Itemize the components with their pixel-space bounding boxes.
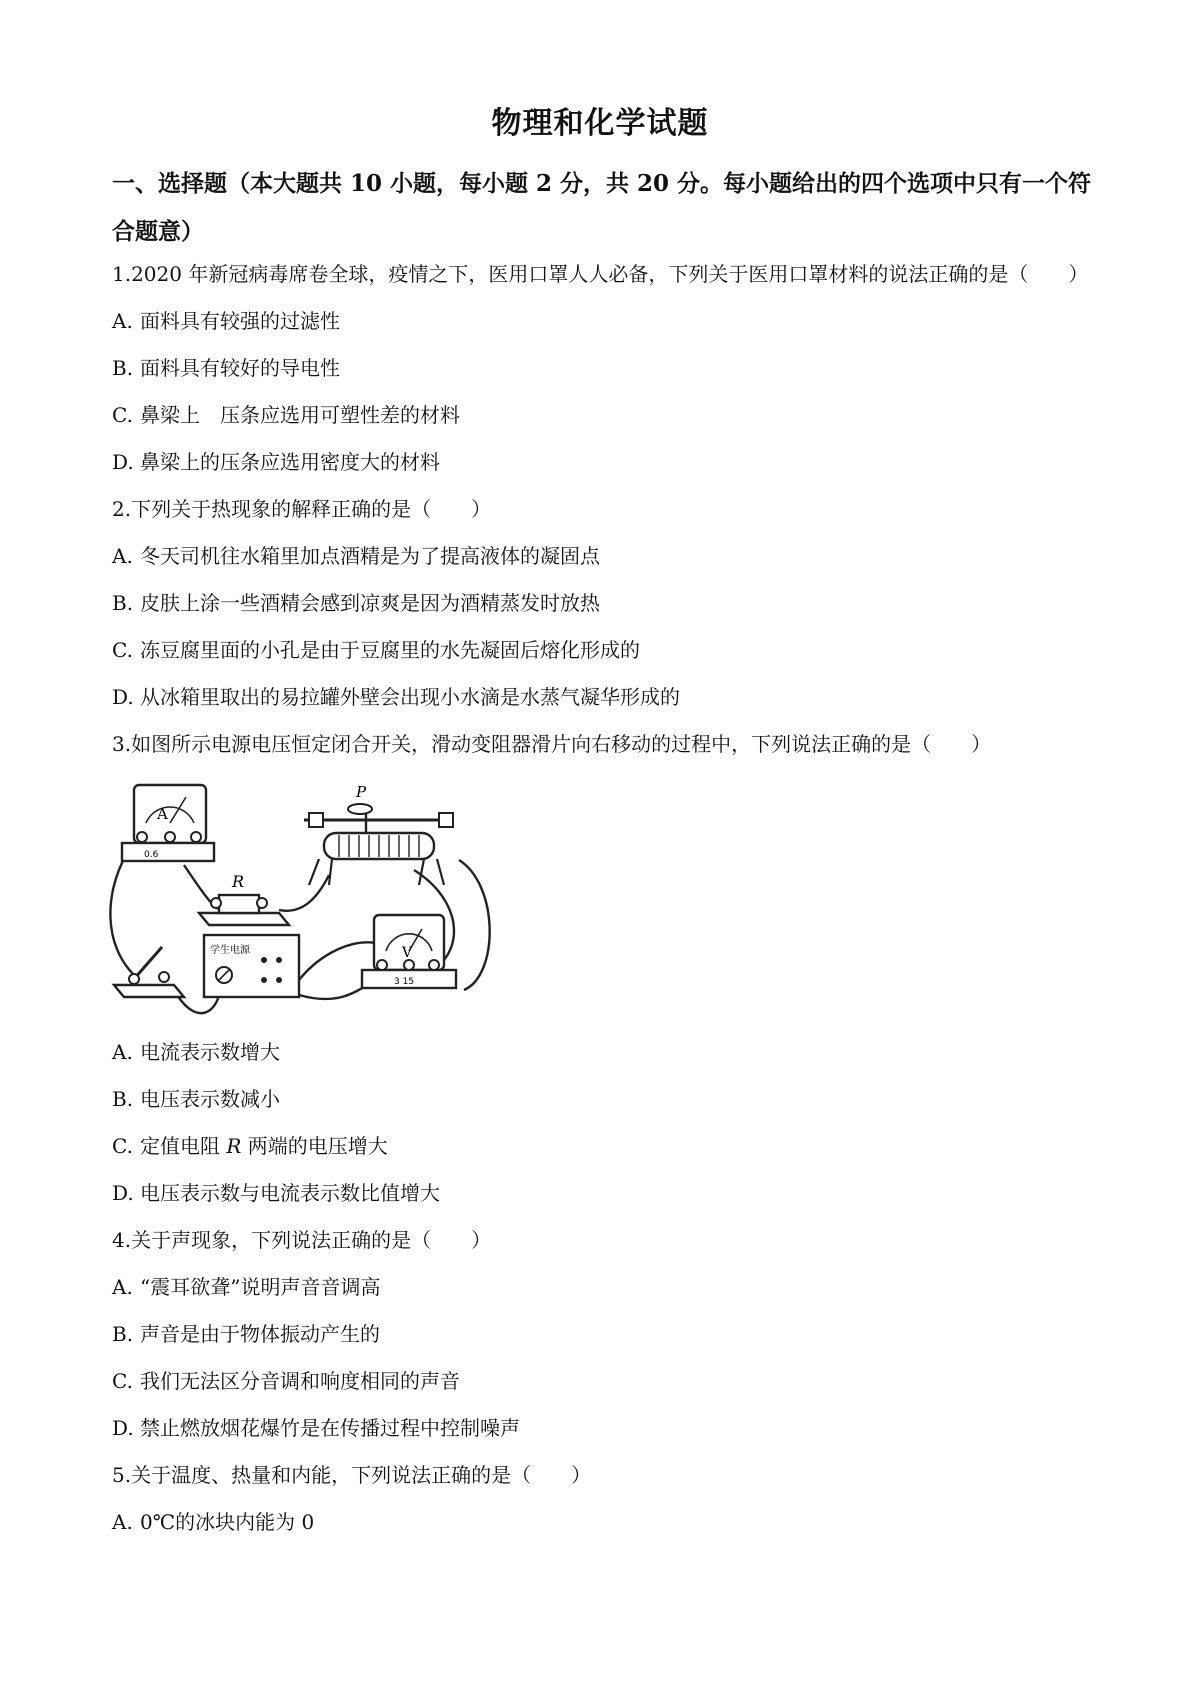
- option-text: 鼻梁上 压条应选用可塑性差的材料: [140, 403, 460, 427]
- question-2-option-a: [112, 542, 600, 570]
- question-4-stem: 4.关于声现象，下列说法正确的是（ ）: [112, 1228, 492, 1252]
- option-text-after: 两端的电压增大: [241, 1134, 388, 1158]
- option-text-italic: R: [226, 1134, 242, 1158]
- circuit-diagram: [104, 775, 504, 1025]
- option-text: 我们无法区分音调和响度相同的声音: [140, 1369, 460, 1393]
- option-letter: C.: [112, 1369, 133, 1393]
- option-text: 电压表示数与电流表示数比值增大: [140, 1181, 440, 1205]
- option-letter: B.: [112, 591, 134, 615]
- question-3-option-a: [112, 1038, 280, 1066]
- ammeter: [122, 785, 214, 861]
- option-letter: B.: [112, 1087, 134, 1111]
- option-text: 禁止燃放烟花爆竹是在传播过程中控制噪声: [140, 1416, 520, 1440]
- option-letter: A.: [112, 309, 133, 333]
- question-5-option-a: [112, 1508, 314, 1536]
- voltmeter-scale: 3 15: [394, 977, 415, 987]
- option-text: 声音是由于物体振动产生的: [140, 1322, 380, 1346]
- option-text: 面料具有较好的导电性: [140, 356, 340, 380]
- switch: [114, 947, 184, 997]
- ammeter-label: A: [157, 805, 168, 823]
- option-text: 电流表示数增大: [140, 1040, 280, 1064]
- option-text: 面料具有较强的过滤性: [140, 309, 340, 333]
- question-3-option-c: [112, 1132, 388, 1160]
- question-4-option-a: [112, 1273, 380, 1301]
- option-text: 从冰箱里取出的易拉罐外壁会出现小水滴是水蒸气凝华形成的: [140, 685, 680, 709]
- question-5-stem: 5.关于温度、热量和内能，下列说法正确的是（ ）: [112, 1463, 592, 1487]
- option-letter: C.: [112, 1134, 133, 1158]
- option-letter: B.: [112, 356, 134, 380]
- question-4-option-b: [112, 1320, 380, 1348]
- page-title: 物理和化学试题: [491, 106, 709, 141]
- question-3-option-b: [112, 1085, 280, 1113]
- option-text: 鼻梁上的压条应选用密度大的材料: [140, 450, 440, 474]
- resistor-label: R: [232, 872, 245, 891]
- option-text: 电压表示数减小: [140, 1087, 280, 1111]
- resistor: [199, 872, 289, 925]
- ammeter-scale: 0.6: [144, 850, 159, 860]
- question-4-option-c: [112, 1367, 460, 1395]
- power-supply-label: 学生电源: [210, 945, 250, 956]
- question-2-option-b: [112, 589, 600, 617]
- question-1-option-c: [112, 401, 460, 429]
- question-1-option-d: [112, 448, 440, 476]
- option-letter: C.: [112, 403, 133, 427]
- question-1-option-b: [112, 354, 340, 382]
- question-2-option-c: [112, 636, 640, 664]
- power-supply: [204, 935, 299, 997]
- option-letter: D.: [112, 1181, 134, 1205]
- voltmeter: [362, 915, 456, 988]
- section-heading-line-1: 一、选择题（本大题共 10 小题，每小题 2 分，共 20 分。每小题给出的四个选项中只有一个符: [112, 170, 1092, 197]
- option-text: 冬天司机往水箱里加点酒精是为了提高液体的凝固点: [140, 544, 600, 568]
- voltmeter-label: V: [402, 945, 413, 961]
- option-letter: D.: [112, 685, 134, 709]
- rheostat: [304, 783, 454, 885]
- option-letter: D.: [112, 1416, 134, 1440]
- question-1-option-a: [112, 307, 340, 335]
- option-text-before: 定值电阻: [140, 1134, 227, 1158]
- section-heading: [112, 160, 1102, 256]
- question-3-option-d: [112, 1179, 440, 1207]
- option-text: 0℃的冰块内能为 0: [140, 1510, 315, 1534]
- option-letter: A.: [112, 544, 133, 568]
- slider-label: P: [356, 783, 367, 801]
- option-letter: A.: [112, 1275, 133, 1299]
- option-letter: B.: [112, 1322, 134, 1346]
- question-4-option-d: [112, 1414, 520, 1442]
- option-text: “震耳欲聋”说明声音音调高: [140, 1275, 381, 1299]
- question-3-stem: 3.如图所示电源电压恒定闭合开关，滑动变阻器滑片向右移动的过程中，下列说法正确的是（ ）: [112, 732, 992, 756]
- question-2-stem: 2.下列关于热现象的解释正确的是（ ）: [112, 497, 492, 521]
- option-letter: A.: [112, 1510, 133, 1534]
- option-text: 皮肤上涂一些酒精会感到凉爽是因为酒精蒸发时放热: [140, 591, 600, 615]
- question-1-stem: 1.2020 年新冠病毒席卷全球，疫情之下，医用口罩人人必备，下列关于医用口罩材料的说法正确的是（ ）: [112, 262, 1089, 286]
- option-letter: A.: [112, 1040, 133, 1064]
- option-letter: D.: [112, 450, 134, 474]
- option-text: 冻豆腐里面的小孔是由于豆腐里的水先凝固后熔化形成的: [140, 638, 640, 662]
- section-heading-line-2: 合题意）: [112, 218, 204, 245]
- option-letter: C.: [112, 638, 133, 662]
- question-2-option-d: [112, 683, 680, 711]
